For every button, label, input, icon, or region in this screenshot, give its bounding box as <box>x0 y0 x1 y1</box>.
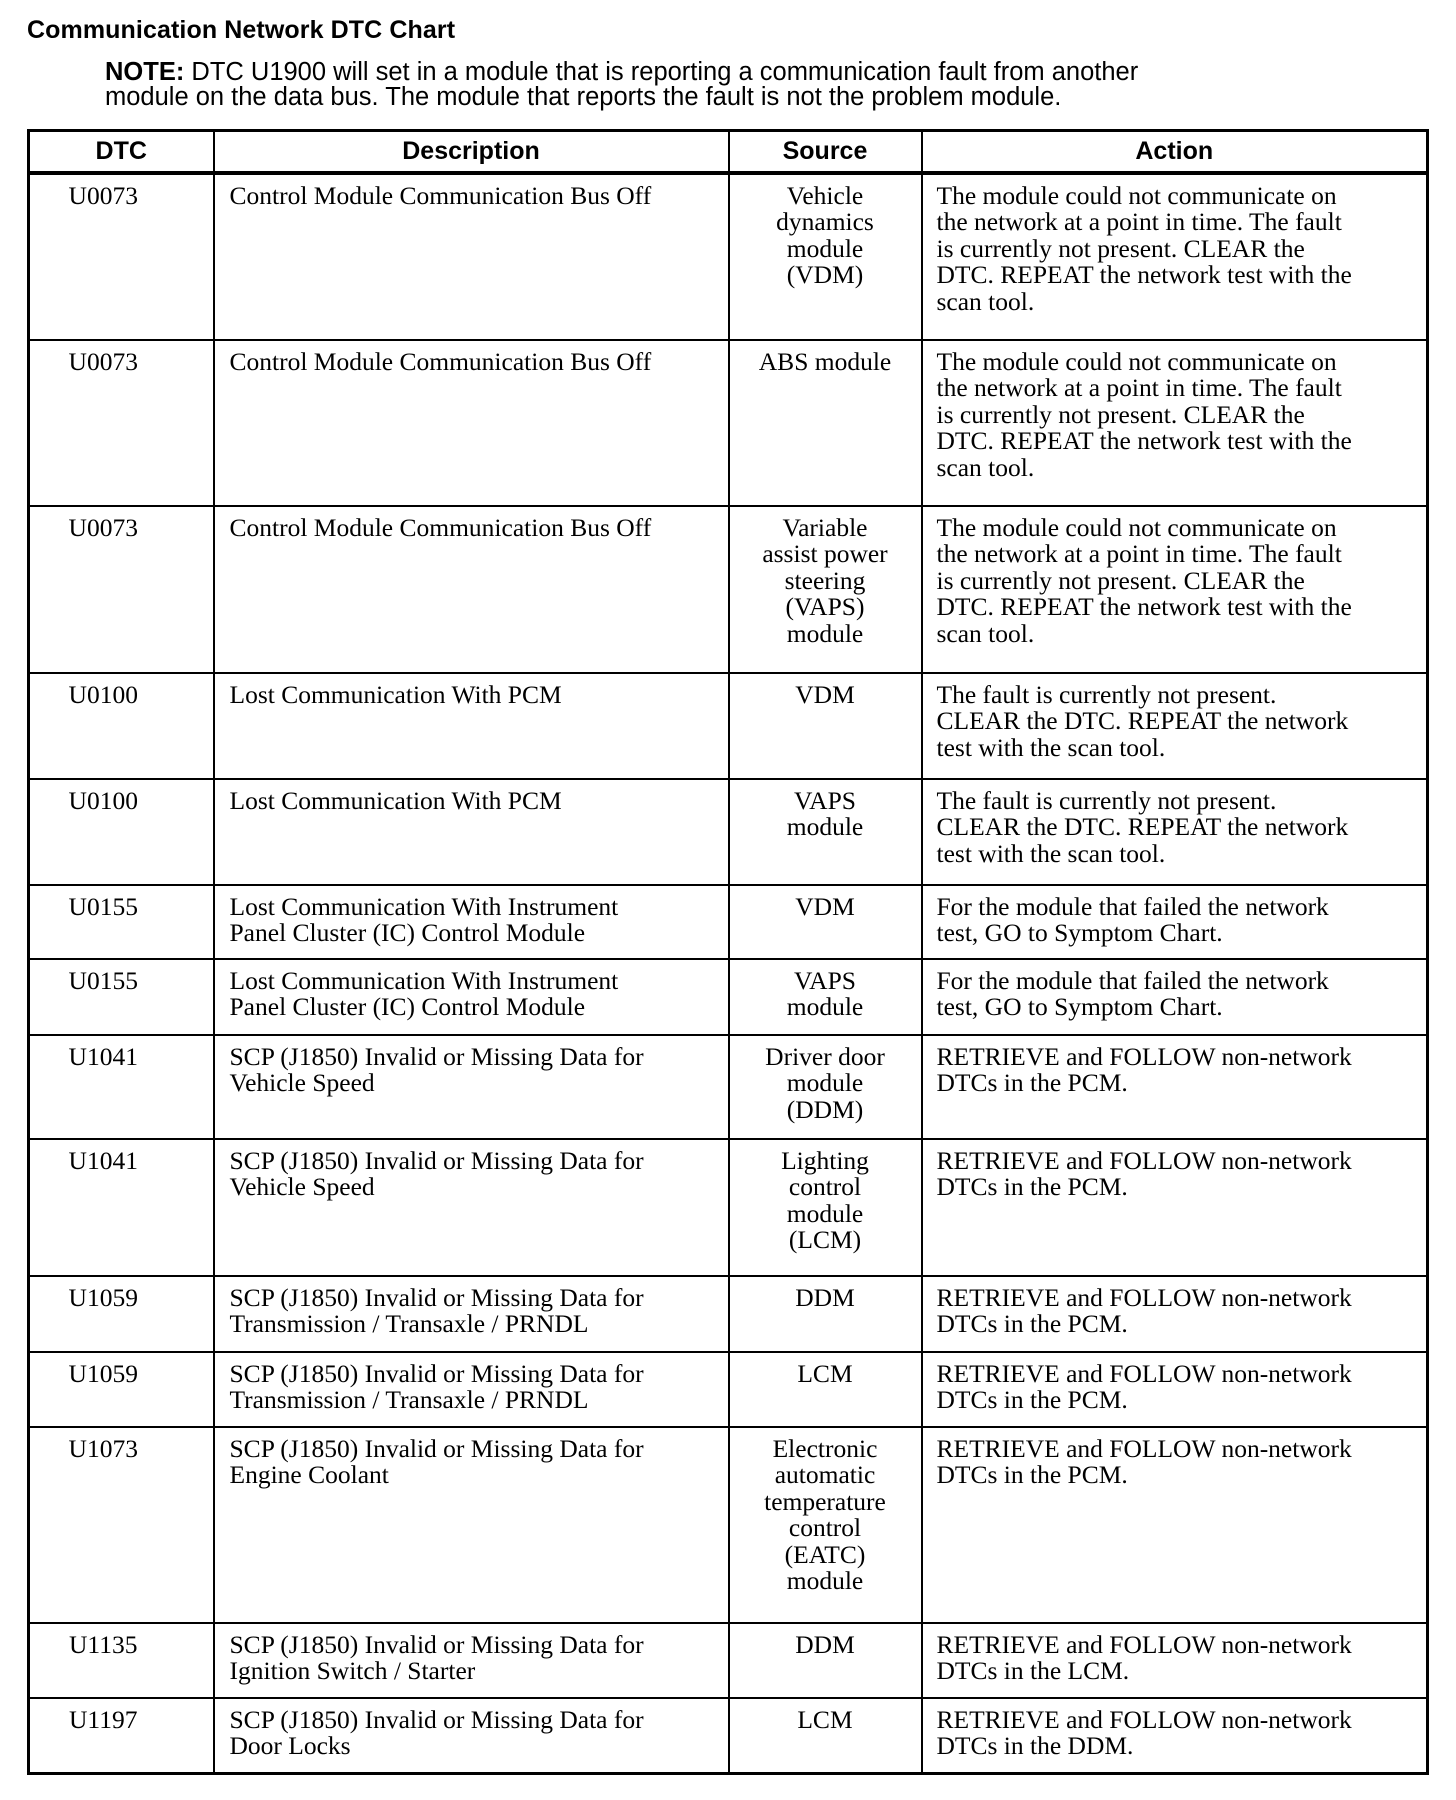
cell-description <box>214 506 729 673</box>
description-line: Ignition Switch / Starter <box>229 1656 476 1686</box>
table-row <box>29 673 1428 779</box>
note-line-2: module on the data bus. The module that reports the fault is not the problem module. <box>105 83 1062 111</box>
action-line: the network at a point in time. The fault <box>936 539 1342 569</box>
dtc-code: U1059 <box>68 1359 138 1388</box>
dtc-code: U1041 <box>68 1042 138 1071</box>
source-line: control <box>788 1172 862 1202</box>
source-line: (VDM) <box>786 260 864 290</box>
action-line: the network at a point in time. The fault <box>936 207 1342 237</box>
cell-action <box>922 959 1428 1035</box>
cell-action <box>922 673 1428 779</box>
description-line: SCP (J1850) Invalid or Missing Data for <box>229 1146 644 1175</box>
cell-description <box>214 173 729 340</box>
cell-dtc-code <box>29 673 214 779</box>
description-line: Lost Communication With Instrument <box>229 892 619 921</box>
source-line: DDM <box>795 1283 855 1312</box>
description-line: SCP (J1850) Invalid or Missing Data for <box>229 1283 644 1312</box>
table-row <box>29 1623 1428 1698</box>
action-line: RETRIEVE and FOLLOW non-network <box>936 1042 1352 1071</box>
source-line: assist power <box>762 539 888 569</box>
column-header-source: Source <box>729 131 922 174</box>
cell-dtc-code <box>29 1276 214 1352</box>
source-line: ABS module <box>758 347 892 376</box>
cell-action <box>922 1623 1428 1698</box>
cell-action <box>922 1139 1428 1276</box>
action-line: CLEAR the DTC. REPEAT the network <box>936 812 1349 842</box>
cell-action <box>922 1698 1428 1773</box>
action-line: test, GO to Symptom Chart. <box>936 992 1223 1022</box>
action-line: RETRIEVE and FOLLOW non-network <box>936 1630 1352 1659</box>
cell-dtc-code <box>29 1427 214 1623</box>
source-line: (DDM) <box>786 1094 864 1124</box>
cell-description <box>214 1352 729 1427</box>
action-line: The fault is currently not present. <box>936 786 1277 815</box>
description-line: Panel Cluster (IC) Control Module <box>229 992 586 1022</box>
source-line: module <box>786 618 864 648</box>
table-row <box>29 1276 1428 1352</box>
source-line: DDM <box>795 1630 855 1659</box>
source-line: module <box>786 1198 864 1228</box>
table-row <box>29 1698 1428 1773</box>
cell-action <box>922 885 1428 959</box>
source-line: LCM <box>797 1359 853 1388</box>
source-line: module <box>786 1566 864 1596</box>
source-line: temperature <box>764 1486 886 1516</box>
table-row <box>29 779 1428 885</box>
action-line: The module could not communicate on <box>936 347 1337 376</box>
source-line: (EATC) <box>784 1539 866 1569</box>
note-label: NOTE: <box>105 58 185 86</box>
cell-source <box>729 506 922 673</box>
source-line: automatic <box>774 1460 876 1490</box>
cell-action <box>922 1035 1428 1139</box>
cell-source <box>729 1139 922 1276</box>
description-line: Lost Communication With PCM <box>229 786 562 815</box>
cell-source <box>729 885 922 959</box>
description-line: Transmission / Transaxle / PRNDL <box>229 1385 589 1415</box>
cell-description <box>214 885 729 959</box>
source-line: dynamics <box>776 207 874 237</box>
cell-description <box>214 1139 729 1276</box>
action-line: DTCs in the DDM. <box>936 1731 1134 1761</box>
cell-source <box>729 1276 922 1352</box>
cell-source <box>729 673 922 779</box>
cell-source <box>729 959 922 1035</box>
action-line: DTCs in the PCM. <box>936 1172 1128 1202</box>
source-line: Lighting <box>781 1146 869 1175</box>
cell-source <box>729 1035 922 1139</box>
dtc-code: U0073 <box>68 513 138 542</box>
dtc-code: U0073 <box>68 181 138 210</box>
source-line: VDM <box>795 680 855 709</box>
cell-action <box>922 340 1428 506</box>
source-line: Vehicle <box>786 181 864 210</box>
action-line: RETRIEVE and FOLLOW non-network <box>936 1705 1352 1734</box>
action-line: RETRIEVE and FOLLOW non-network <box>936 1359 1352 1388</box>
source-line: Driver door <box>765 1042 885 1071</box>
cell-description <box>214 959 729 1035</box>
action-line: CLEAR the DTC. REPEAT the network <box>936 706 1349 736</box>
dtc-code: U0155 <box>68 966 138 995</box>
source-line: VAPS <box>794 786 856 815</box>
table-row <box>29 1139 1428 1276</box>
cell-dtc-code <box>29 885 214 959</box>
table-row <box>29 959 1428 1035</box>
column-header-dtc: DTC <box>29 131 214 174</box>
action-line: test, GO to Symptom Chart. <box>936 918 1223 948</box>
cell-action <box>922 506 1428 673</box>
table-row <box>29 506 1428 673</box>
cell-description <box>214 673 729 779</box>
note-block <box>105 60 1405 110</box>
table-header-row <box>29 131 1428 174</box>
source-line: (LCM) <box>788 1225 862 1255</box>
note-line-1 <box>105 60 1405 85</box>
action-line: scan tool. <box>936 286 1035 316</box>
note-text-1: DTC U1900 will set in a module that is reporting a communication fault from another <box>184 58 1139 86</box>
description-line: SCP (J1850) Invalid or Missing Data for <box>229 1630 644 1659</box>
cell-source <box>729 1698 922 1773</box>
cell-description <box>214 779 729 885</box>
description-line: Lost Communication With PCM <box>229 680 562 709</box>
table-row <box>29 885 1428 959</box>
description-line: SCP (J1850) Invalid or Missing Data for <box>229 1359 644 1388</box>
action-line: is currently not present. CLEAR the <box>936 565 1305 595</box>
source-line: VAPS <box>794 966 856 995</box>
action-line: DTCs in the PCM. <box>936 1385 1128 1415</box>
cell-source <box>729 1623 922 1698</box>
description-line: Vehicle Speed <box>229 1068 375 1098</box>
description-line: Control Module Communication Bus Off <box>229 513 652 542</box>
source-line: Electronic <box>772 1434 878 1463</box>
cell-source <box>729 1352 922 1427</box>
source-line: LCM <box>797 1705 853 1734</box>
description-line: SCP (J1850) Invalid or Missing Data for <box>229 1434 644 1463</box>
cell-action <box>922 1427 1428 1623</box>
description-line: Panel Cluster (IC) Control Module <box>229 918 586 948</box>
cell-source <box>729 173 922 340</box>
action-line: RETRIEVE and FOLLOW non-network <box>936 1434 1352 1463</box>
action-line: DTCs in the PCM. <box>936 1460 1128 1490</box>
action-line: RETRIEVE and FOLLOW non-network <box>936 1146 1352 1175</box>
source-line: VDM <box>795 892 855 921</box>
cell-action <box>922 779 1428 885</box>
action-line: test with the scan tool. <box>936 838 1166 868</box>
description-line: SCP (J1850) Invalid or Missing Data for <box>229 1705 644 1734</box>
table-row <box>29 173 1428 340</box>
source-line: module <box>786 1068 864 1098</box>
table-row <box>29 340 1428 506</box>
action-line: test with the scan tool. <box>936 732 1166 762</box>
description-line: Engine Coolant <box>229 1460 389 1490</box>
dtc-table <box>27 129 1429 1775</box>
cell-dtc-code <box>29 506 214 673</box>
source-line: module <box>786 233 864 263</box>
dtc-code: U1135 <box>69 1630 138 1659</box>
cell-dtc-code <box>29 779 214 885</box>
action-line: RETRIEVE and FOLLOW non-network <box>936 1283 1352 1312</box>
page-title: Communication Network DTC Chart <box>27 16 456 44</box>
dtc-code: U0100 <box>68 680 138 709</box>
cell-description <box>214 1623 729 1698</box>
action-line: the network at a point in time. The fault <box>936 373 1342 403</box>
description-line: SCP (J1850) Invalid or Missing Data for <box>229 1042 644 1071</box>
cell-source <box>729 340 922 506</box>
action-line: The module could not communicate on <box>936 181 1337 210</box>
cell-dtc-code <box>29 340 214 506</box>
source-line: steering <box>784 565 866 595</box>
description-line: Control Module Communication Bus Off <box>229 181 652 210</box>
description-line: Control Module Communication Bus Off <box>229 347 652 376</box>
source-line: Variable <box>782 513 868 542</box>
cell-dtc-code <box>29 1698 214 1773</box>
dtc-code: U1059 <box>68 1283 138 1312</box>
dtc-code: U1197 <box>69 1705 138 1734</box>
cell-description <box>214 340 729 506</box>
description-line: Door Locks <box>229 1731 351 1761</box>
action-line: scan tool. <box>936 618 1035 648</box>
cell-dtc-code <box>29 959 214 1035</box>
description-line: Vehicle Speed <box>229 1172 375 1202</box>
source-line: module <box>786 992 864 1022</box>
cell-dtc-code <box>29 1623 214 1698</box>
source-line: module <box>786 812 864 842</box>
cell-dtc-code <box>29 1352 214 1427</box>
action-line: is currently not present. CLEAR the <box>936 233 1305 263</box>
action-line: DTC. REPEAT the network test with the <box>936 426 1352 456</box>
cell-source <box>729 779 922 885</box>
action-line: The module could not communicate on <box>936 513 1337 542</box>
cell-description <box>214 1035 729 1139</box>
action-line: scan tool. <box>936 452 1035 482</box>
action-line: For the module that failed the network <box>936 966 1329 995</box>
cell-dtc-code <box>29 1139 214 1276</box>
description-line: Lost Communication With Instrument <box>229 966 619 995</box>
cell-action <box>922 1352 1428 1427</box>
dtc-code: U1073 <box>68 1434 138 1463</box>
table-row <box>29 1352 1428 1427</box>
dtc-code: U0100 <box>68 786 138 815</box>
cell-description <box>214 1698 729 1773</box>
dtc-code: U0155 <box>68 892 138 921</box>
column-header-action: Action <box>922 131 1428 174</box>
source-line: (VAPS) <box>785 592 865 622</box>
cell-action <box>922 173 1428 340</box>
action-line: DTC. REPEAT the network test with the <box>936 260 1352 290</box>
action-line: For the module that failed the network <box>936 892 1329 921</box>
dtc-code: U1041 <box>68 1146 138 1175</box>
cell-description <box>214 1427 729 1623</box>
table-body <box>29 173 1428 1773</box>
table-row <box>29 1427 1428 1623</box>
description-line: Transmission / Transaxle / PRNDL <box>229 1309 589 1339</box>
source-line: control <box>788 1513 862 1543</box>
cell-source <box>729 1427 922 1623</box>
cell-dtc-code <box>29 173 214 340</box>
cell-dtc-code <box>29 1035 214 1139</box>
action-line: is currently not present. CLEAR the <box>936 399 1305 429</box>
action-line: DTCs in the PCM. <box>936 1309 1128 1339</box>
column-header-description: Description <box>214 131 729 174</box>
dtc-code: U0073 <box>68 347 138 376</box>
table-row <box>29 1035 1428 1139</box>
action-line: DTCs in the PCM. <box>936 1068 1128 1098</box>
cell-description <box>214 1276 729 1352</box>
action-line: DTC. REPEAT the network test with the <box>936 592 1352 622</box>
cell-action <box>922 1276 1428 1352</box>
action-line: DTCs in the LCM. <box>936 1656 1130 1686</box>
action-line: The fault is currently not present. <box>936 680 1277 709</box>
